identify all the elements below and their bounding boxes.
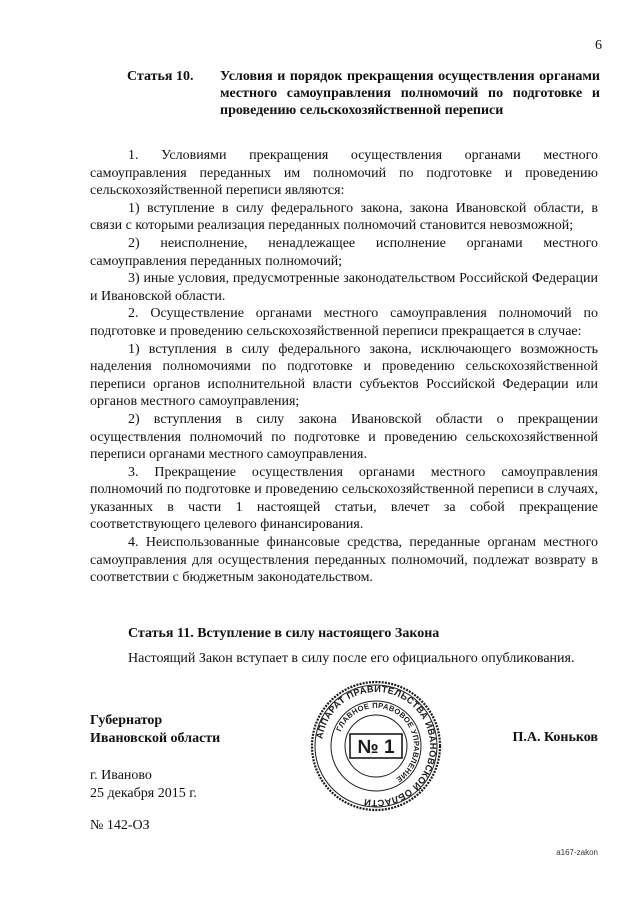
article-10-heading: [90, 68, 600, 119]
paragraph: 3) иные условия, предусмотренные законодательством Российской Федерации и Ивановской области.: [90, 271, 598, 304]
signatory-position-line1: Губернатор: [90, 713, 163, 728]
paragraph: Настоящий Закон вступает в силу после его официального опубликования.: [128, 651, 575, 666]
article-10-label: Статья 10.: [127, 69, 194, 84]
official-seal: [310, 680, 442, 812]
signatory-position-line2: Ивановской области: [90, 731, 221, 746]
place-and-date: [90, 767, 197, 803]
paragraph: 2. Осуществление органами местного самоуправления полномочий по подготовке и проведению сельскохозяйственной переписи прекращается в случае:: [90, 306, 598, 339]
paragraph: 4. Неиспользованные финансовые средства, переданные органам местного самоуправления для осуществления переданных полномочий, подлежат возврату в соответствии с бюджетным законодательством.: [90, 535, 598, 586]
signatory-position: [90, 712, 220, 748]
paragraph: 1) вступления в силу федерального закона, исключающего возможность наделения полномочиями по подготовке и проведению сельскохозяйственной переписи органов исполнительной власти субъектов Российской Федерации или органов местного самоуправления;: [90, 341, 598, 410]
place: г. Иваново: [90, 768, 152, 783]
seal-outer-text: АППАРАТ ПРАВИТЕЛЬСТВА ИВАНОВСКОЙ ОБЛАСТИ: [314, 683, 439, 809]
article-11-heading: Статья 11. Вступление в силу настоящего Закона: [128, 626, 440, 641]
article-10-title: Условия и порядок прекращения осуществления органами местного самоуправления полномочий по подготовке и проведению сельскохозяйственной переписи: [220, 69, 600, 118]
paragraph: 1) вступление в силу федерального закона, закона Ивановской области, в связи с которыми реализация переданных полномочий становится невозможной;: [90, 200, 598, 234]
seal-number: № 1: [357, 737, 395, 758]
date: 25 декабря 2015 г.: [90, 786, 197, 801]
signatory-name: П.А. Коньков: [512, 730, 598, 745]
paragraph: 2) неисполнение, ненадлежащее исполнение органами местного самоуправления переданных полномочий;: [90, 235, 598, 269]
article-10-body: [90, 147, 598, 587]
article-11-body: [90, 650, 598, 668]
paragraph: 2) вступления в силу закона Ивановской области о прекращении осуществления полномочий по подготовке и проведению сельскохозяйственной переписи органами местного самоуправления.: [90, 411, 598, 463]
page-number: 6: [595, 38, 602, 53]
paragraph: 3. Прекращение осуществления органами местного самоуправления полномочий по подготовке и проведению сельскохозяйственной переписи в случаях, указанных в части 1 настоящей статьи, влечет за собой прекращение соответствующего целевого финансирования.: [90, 464, 598, 533]
footer-code: a167-zakon: [556, 848, 598, 857]
paragraph: 1. Условиями прекращения осуществления органами местного самоуправления переданных им полномочий по подготовке и проведению сельскохозяйственной переписи являются:: [90, 148, 598, 199]
seal-inner-text: ГЛАВНОЕ ПРАВОВОЕ УПРАВЛЕНИЕ: [334, 700, 422, 785]
law-number: № 142-ОЗ: [90, 818, 150, 833]
